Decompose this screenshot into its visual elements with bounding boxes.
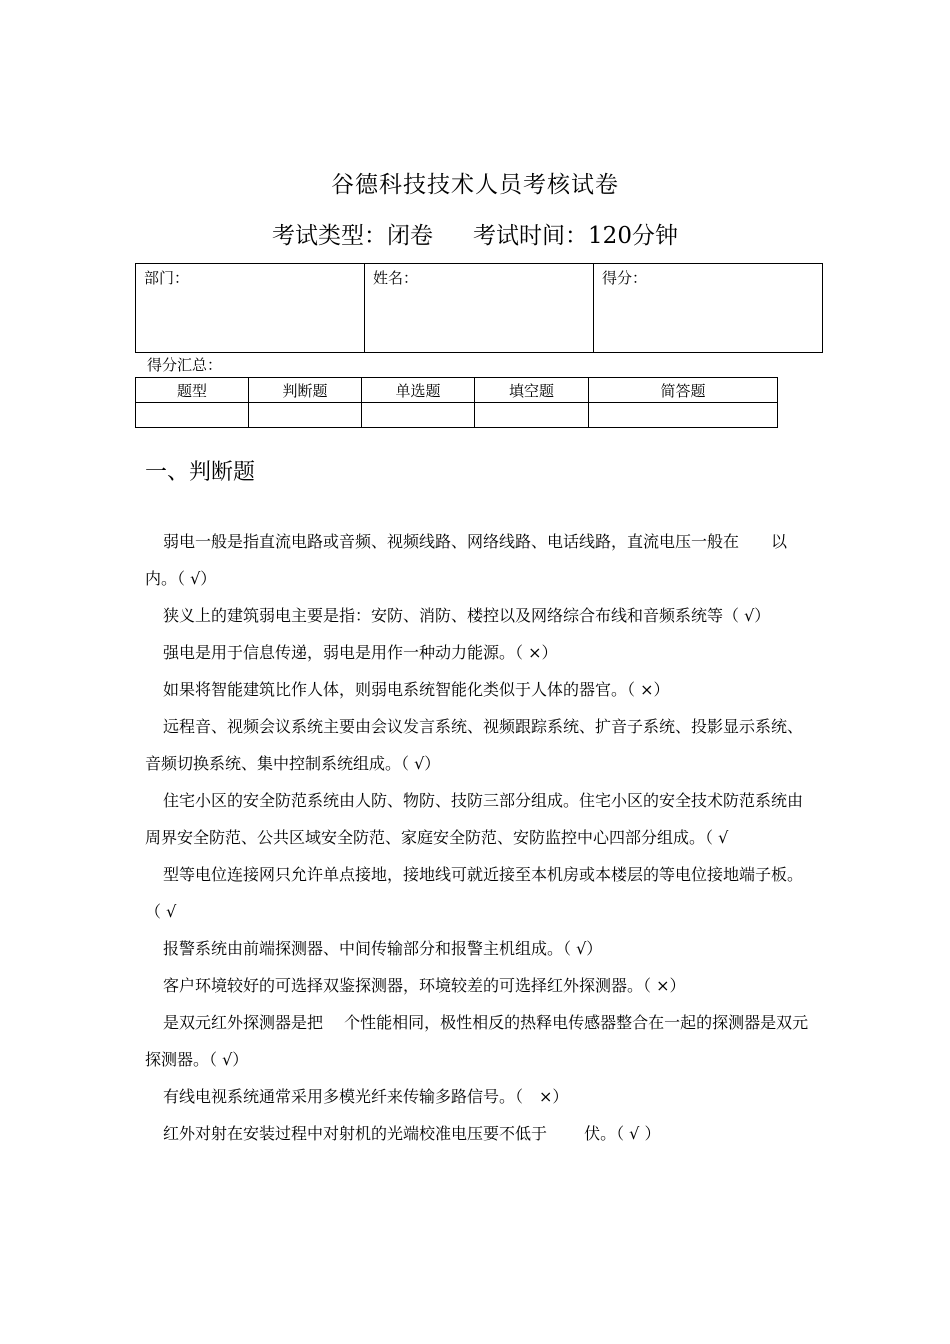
score-value-cell[interactable] [589, 403, 778, 428]
section-title: 一、判断题 [145, 460, 256, 485]
score-summary-label: 得分汇总： [147, 356, 223, 374]
question-item: 如果将智能建筑比作人体，则弱电系统智能化类似于人体的器官。（ ×） [163, 680, 670, 699]
exam-time: 考试时间：120分钟 [473, 223, 678, 249]
department-cell[interactable]: 部门： [136, 264, 365, 353]
score-cell[interactable]: 得分： [594, 264, 823, 353]
column-header: 简答题 [589, 378, 778, 403]
score-header-row [136, 378, 778, 403]
question-item: 红外对射在安装过程中对射机的光端校准电压要不低于 伏。（ √ ） [163, 1124, 661, 1143]
question-item: 弱电一般是指直流电路或音频、视频线路、网络线路、电话线路，直流电压一般在 以内。（ √） [145, 532, 788, 588]
question-item: 住宅小区的安全防范系统由人防、物防、技防三部分组成。住宅小区的安全技术防范系统由周界安全防范、公共区域安全防范、家庭安全防范、安防监控中心四部分组成。（ √ [145, 791, 804, 847]
name-cell[interactable]: 姓名： [365, 264, 594, 353]
score-value-cell[interactable] [475, 403, 589, 428]
question-item: 强电是用于信息传递，弱电是用作一种动力能源。（ ×） [163, 643, 558, 662]
question-item: 远程音、视频会议系统主要由会议发言系统、视频跟踪系统、扩音子系统、投影显示系统、音频切换系统、集中控制系统组成。（ √） [145, 717, 804, 773]
question-list [145, 523, 810, 1152]
exam-subtitle [0, 217, 950, 250]
info-table [135, 263, 823, 353]
score-summary-table [135, 377, 778, 428]
column-header: 判断题 [249, 378, 362, 403]
question-item: 狭义上的建筑弱电主要是指：安防、消防、楼控以及网络综合布线和音频系统等（ √） [163, 606, 771, 625]
column-header: 填空题 [475, 378, 589, 403]
column-header: 单选题 [362, 378, 475, 403]
exam-title: 谷德科技技术人员考核试卷 [331, 172, 619, 198]
question-item: 是双元红外探测器是把 个性能相同，极性相反的热释电传感器整合在一起的探测器是双元探测器。（ √） [145, 1013, 809, 1069]
exam-type: 考试类型：闭卷 [272, 223, 434, 249]
question-item: 型等电位连接网只允许单点接地，接地线可就近接至本机房或本楼层的等电位接地端子板。（ √ [145, 865, 804, 921]
score-value-cell[interactable] [249, 403, 362, 428]
score-value-row [136, 403, 778, 428]
question-item: 报警系统由前端探测器、中间传输部分和报警主机组成。（ √） [163, 939, 603, 958]
question-item: 客户环境较好的可选择双鉴探测器，环境较差的可选择红外探测器。（ ×） [163, 976, 686, 995]
column-header: 题型 [136, 378, 249, 403]
question-item: 有线电视系统通常采用多模光纤来传输多路信号。（ ×） [163, 1087, 569, 1106]
score-value-cell[interactable] [362, 403, 475, 428]
score-value-cell[interactable] [136, 403, 249, 428]
